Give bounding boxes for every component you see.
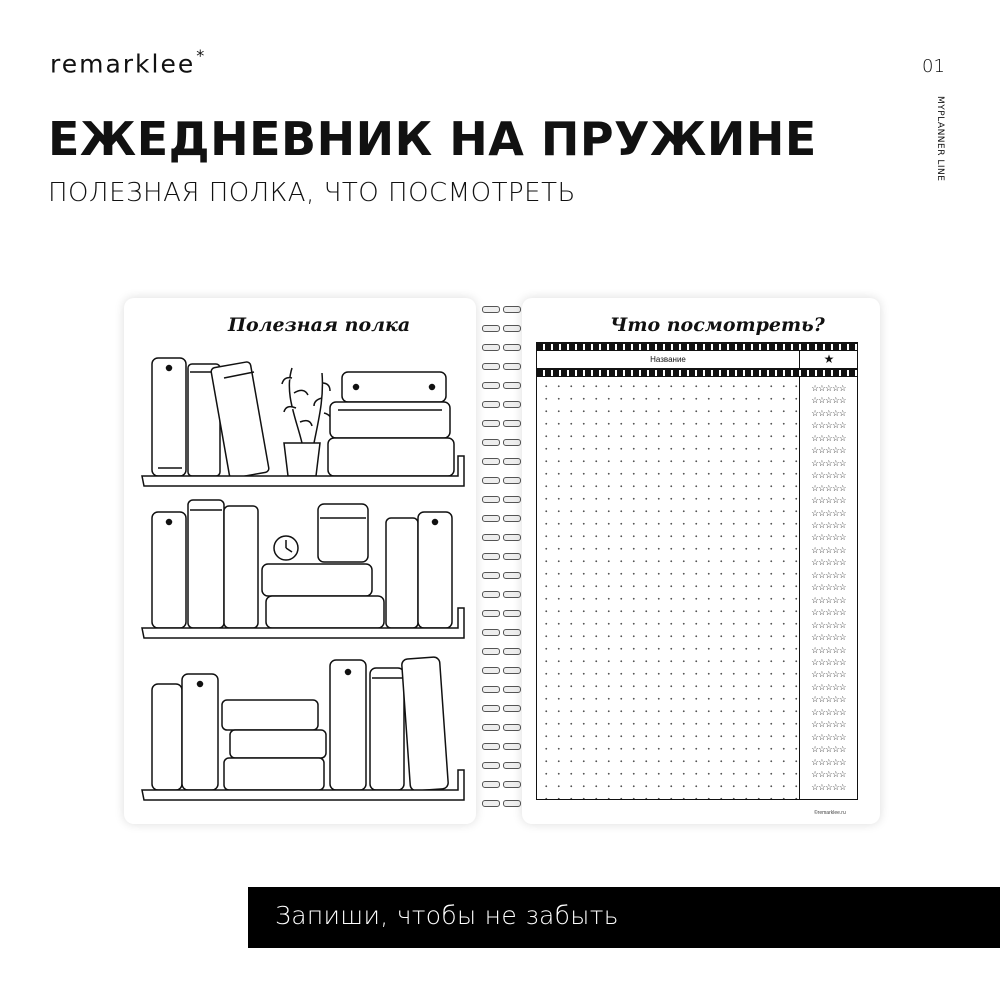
rating-stars-row[interactable]: ☆☆☆☆☆ — [811, 420, 846, 431]
rating-stars-row[interactable]: ☆☆☆☆☆ — [811, 669, 846, 680]
rating-stars-row[interactable]: ☆☆☆☆☆ — [811, 507, 846, 518]
rating-column — [799, 377, 857, 799]
shelf-bottom — [142, 657, 464, 800]
rating-stars-row[interactable]: ☆☆☆☆☆ — [811, 607, 846, 618]
rating-stars-row[interactable]: ☆☆☆☆☆ — [811, 383, 846, 393]
rating-stars-row[interactable]: ☆☆☆☆☆ — [811, 557, 846, 568]
rating-stars-row[interactable]: ☆☆☆☆☆ — [811, 632, 846, 643]
rating-stars-row[interactable]: ☆☆☆☆☆ — [811, 769, 846, 780]
shelf-top — [142, 358, 464, 486]
left-page — [124, 298, 476, 824]
brand-name: remarklee — [50, 49, 196, 79]
watch-list-table — [536, 342, 858, 800]
rating-stars-row[interactable]: ☆☆☆☆☆ — [811, 706, 846, 717]
rating-stars-row[interactable]: ☆☆☆☆☆ — [811, 445, 846, 456]
credit-text: ©remarklee.ru — [814, 810, 846, 816]
rating-stars-row[interactable]: ☆☆☆☆☆ — [811, 756, 846, 767]
notebook-spread — [124, 298, 880, 824]
filmstrip-top — [537, 343, 857, 351]
rating-stars-row[interactable]: ☆☆☆☆☆ — [811, 731, 846, 742]
rating-stars-row[interactable]: ☆☆☆☆☆ — [811, 582, 846, 593]
left-page-title: Полезная полка — [228, 314, 411, 336]
rating-stars-row[interactable]: ☆☆☆☆☆ — [811, 569, 846, 580]
shelf-middle — [142, 500, 464, 638]
rating-stars-row[interactable]: ☆☆☆☆☆ — [811, 594, 846, 605]
star-icon: ★ — [799, 351, 858, 369]
banner-text: Запиши, чтобы не забыть — [275, 901, 619, 930]
page-title: ЕЖЕДНЕВНИК НА ПРУЖИНЕ — [48, 112, 817, 166]
rating-stars-row[interactable]: ☆☆☆☆☆ — [811, 532, 846, 543]
rating-stars-row[interactable]: ☆☆☆☆☆ — [811, 519, 846, 530]
rating-stars-row[interactable]: ☆☆☆☆☆ — [811, 681, 846, 692]
brand-logo — [50, 48, 206, 78]
page-number: 01 — [922, 56, 945, 77]
bottom-banner — [248, 887, 1000, 948]
rating-stars-row[interactable]: ☆☆☆☆☆ — [811, 644, 846, 655]
right-page-title: Что посмотреть? — [610, 314, 825, 336]
spiral-binding — [479, 306, 525, 822]
rating-stars-row[interactable]: ☆☆☆☆☆ — [811, 544, 846, 555]
rating-stars-row[interactable]: ☆☆☆☆☆ — [811, 656, 846, 667]
column-header-name: Название — [650, 355, 686, 364]
bookshelf-illustration — [124, 298, 476, 824]
rating-stars-row[interactable]: ☆☆☆☆☆ — [811, 619, 846, 630]
brand-asterisk: * — [196, 46, 207, 65]
rating-stars-row[interactable]: ☆☆☆☆☆ — [811, 744, 846, 755]
rating-stars-row[interactable]: ☆☆☆☆☆ — [811, 719, 846, 730]
rating-stars-row[interactable]: ☆☆☆☆☆ — [811, 781, 846, 792]
rating-stars-row[interactable]: ☆☆☆☆☆ — [811, 457, 846, 468]
rating-stars-row[interactable]: ☆☆☆☆☆ — [811, 694, 846, 705]
rating-stars-row[interactable]: ☆☆☆☆☆ — [811, 495, 846, 506]
dot-grid — [537, 377, 799, 799]
side-label: MYPLANNER LINE — [935, 96, 945, 182]
filmstrip-bottom — [537, 369, 857, 377]
rating-stars-row[interactable]: ☆☆☆☆☆ — [811, 470, 846, 481]
rating-stars-row[interactable]: ☆☆☆☆☆ — [811, 407, 846, 418]
page-subtitle: ПОЛЕЗНАЯ ПОЛКА, ЧТО ПОСМОТРЕТЬ — [48, 178, 576, 208]
rating-stars-row[interactable]: ☆☆☆☆☆ — [811, 432, 846, 443]
rating-stars-row[interactable]: ☆☆☆☆☆ — [811, 395, 846, 406]
table-header — [537, 351, 857, 369]
rating-stars-row[interactable]: ☆☆☆☆☆ — [811, 482, 846, 493]
